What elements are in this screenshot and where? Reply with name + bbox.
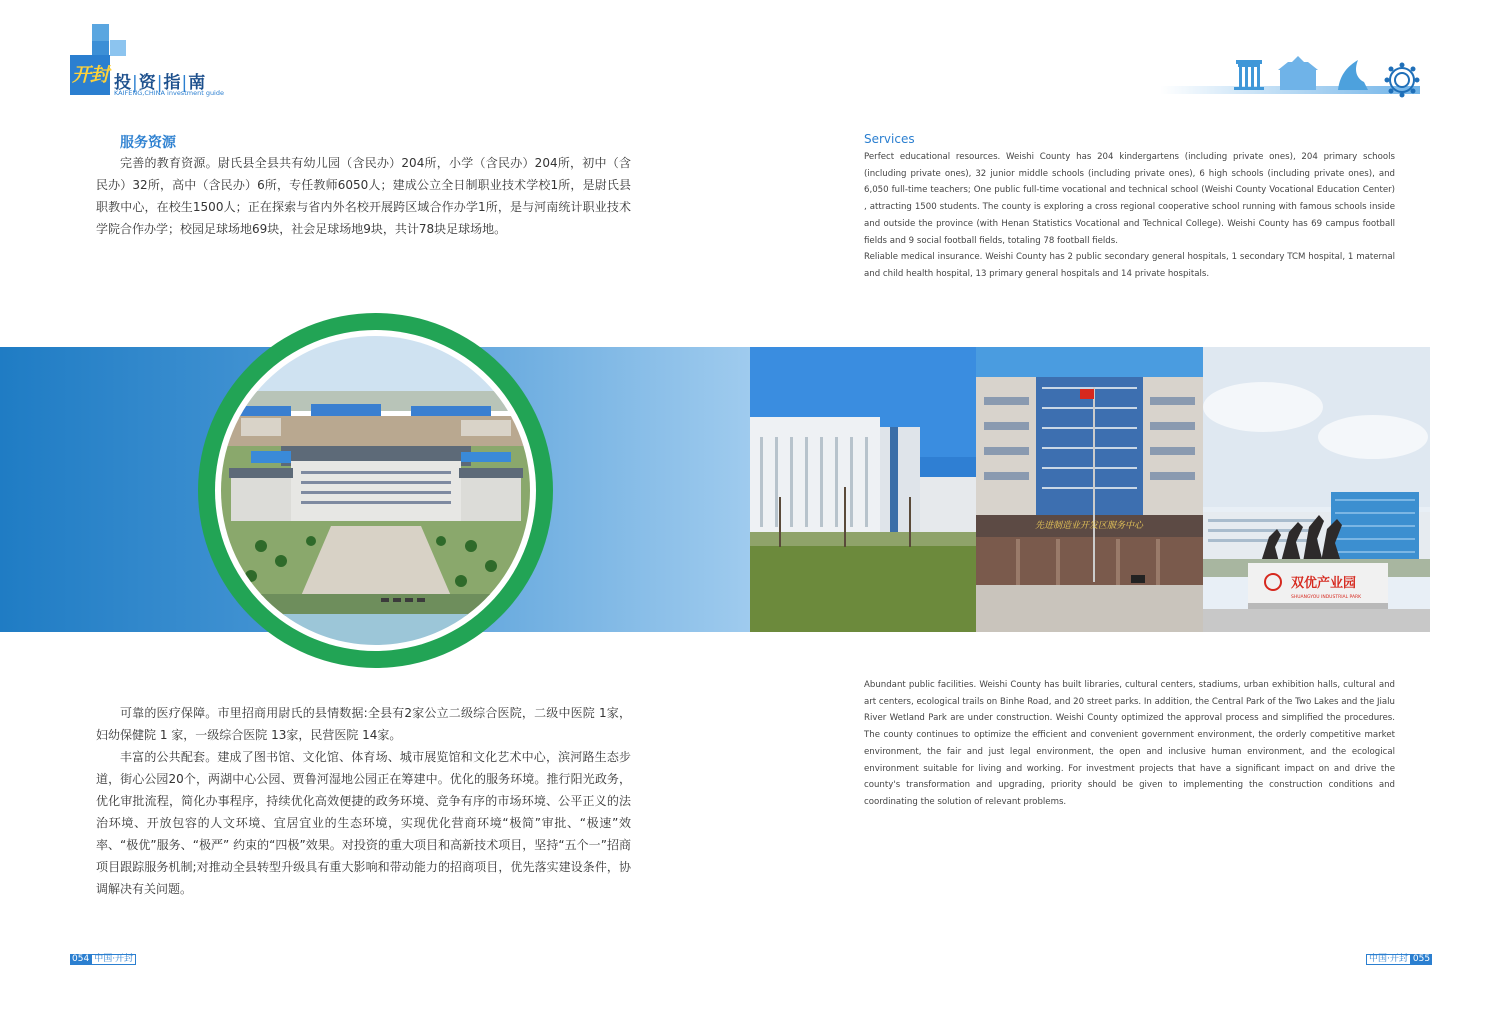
- aerial-campus-photo: [221, 336, 530, 645]
- logo-calligraphy: 开封: [72, 64, 109, 86]
- page-number-right: 055: [1412, 954, 1431, 964]
- logo-square: [110, 40, 126, 56]
- title-char: 指: [163, 73, 182, 93]
- service-center-photo: [976, 347, 1203, 632]
- footer-left: [70, 954, 136, 965]
- guide-title: 投|资|指|南: [114, 73, 207, 93]
- cn-text-bottom: [96, 702, 631, 900]
- logo-square: [92, 41, 109, 56]
- cn-paragraph-medical: 可靠的医疗保障。市里招商用尉氏的县情数据:全县有2家公立二级综合医院，二级中医院 1家，妇幼保健院 1 家，一级综合医院 13家，民营医院 14家。: [96, 706, 631, 742]
- title-char: 投: [114, 73, 132, 93]
- section-heading-cn: 服务资源: [120, 135, 176, 151]
- cn-text-top: [96, 152, 631, 240]
- en-paragraph-facilities: Abundant public facilities. Weishi County has built libraries, cultural centers, stadiums, urban exhibition halls, cultural and art centers, ecological trails on Binhe Road, and 20 street parks. In addition, the Central Park of the Two Lakes and the Jialu River Wetland Park are under construction. Weishi County optimized the approval process and simplified the procedures. The county continues to optimize the efficient and convenient government environment, the orderly competitive market environment, the fair and just legal environment, the open and inclusive human environment, and the ecological environment suitable for living and working. For investment projects that have a significant impact on and drive the county's transformation and upgrading, priority should be given to implementing the construction conditions and coordinating the solution of relevant problems.: [864, 680, 1395, 807]
- industrial-park-photo: [1203, 347, 1430, 632]
- en-text-top: [864, 149, 1395, 283]
- cn-paragraph-facilities: 丰富的公共配套。建成了图书馆、文化馆、体育场、城市展览馆和文化艺术中心，滨河路生态步道，街心公园20个，两湖中心公园、贾鲁河湿地公园正在筹建中。优化的服务环境。推行阳光政务，优化审批流程，简化办事程序，持续优化高效便捷的政务环境、竞争有序的市场环境、公平正义的法治环境、开放包容的人文环境、宜居宜业的生态环境，实现优化营商环境“极简”审批、“极速”效率、“极优”服务、“极严” 约束的“四极”效果。对投资的重大项目和高新技术项目，坚持“五个一”招商项目跟踪服务机制;对推动全县转型升级具有重大影响和带动能力的招商项目，优先落实建设条件，协调解决有关问题。: [96, 750, 631, 896]
- skyline-landmarks-icon: [1230, 52, 1430, 100]
- section-heading-en: Services: [864, 132, 915, 146]
- en-text-bottom: [864, 677, 1395, 811]
- cn-paragraph-education: 完善的教育资源。尉氏县全县共有幼儿园（含民办）204所，小学（含民办）204所，初中（含民办）32所，高中（含民办）6所，专任教师6050人；建成公立全日制职业技术学校1所，是尉氏县职教中心，在校生1500人；正在探索与省内外名校开展跨区域合作办学1所，是与河南统计职业技术学院合作办学；校园足球场地69块，社会足球场地9块，共计78块足球场地。: [96, 156, 631, 236]
- service-center-sign: 先进制造业开发区服务中心: [1034, 521, 1144, 531]
- page-number-left: 054: [72, 954, 90, 964]
- campus-building-photo: [750, 347, 976, 632]
- en-paragraph-medical: Reliable medical insurance. Weishi County has 2 public secondary general hospitals, 1 secondary TCM hospital, 1 maternal and child health hospital, 13 primary general hospitals and 14 private hospitals.: [864, 252, 1395, 279]
- footer-label-right: 中国·开封: [1366, 954, 1411, 965]
- guide-subtitle: KAIFENG,CHINA investment guide: [114, 89, 224, 97]
- title-char: 南: [188, 73, 207, 93]
- footer-right: [1366, 954, 1432, 965]
- industrial-park-sign-cn: 双优产业园: [1291, 576, 1357, 591]
- title-char: 资: [138, 73, 157, 93]
- en-paragraph-education: Perfect educational resources. Weishi County has 204 kindergartens (including private ones), 204 primary schools (including private ones), 32 junior middle schools (including private ones), 6 high schools (including private ones), and 6,050 full-time teachers; One public full-time vocational and technical school (Weishi County Vocational Education Center) , attracting 1500 students. The county is exploring a cross regional cooperative school running with famous schools inside and outside the province (with Henan Statistics Vocational and Technical College). Weishi County has 69 campus football fields and 9 social football fields, totaling 78 football fields.: [864, 152, 1395, 246]
- industrial-park-sign-en: SHUANGYOU INDUSTRIAL PARK: [1291, 595, 1362, 600]
- logo-square: [92, 24, 109, 41]
- footer-label-left: 中国·开封: [91, 954, 136, 965]
